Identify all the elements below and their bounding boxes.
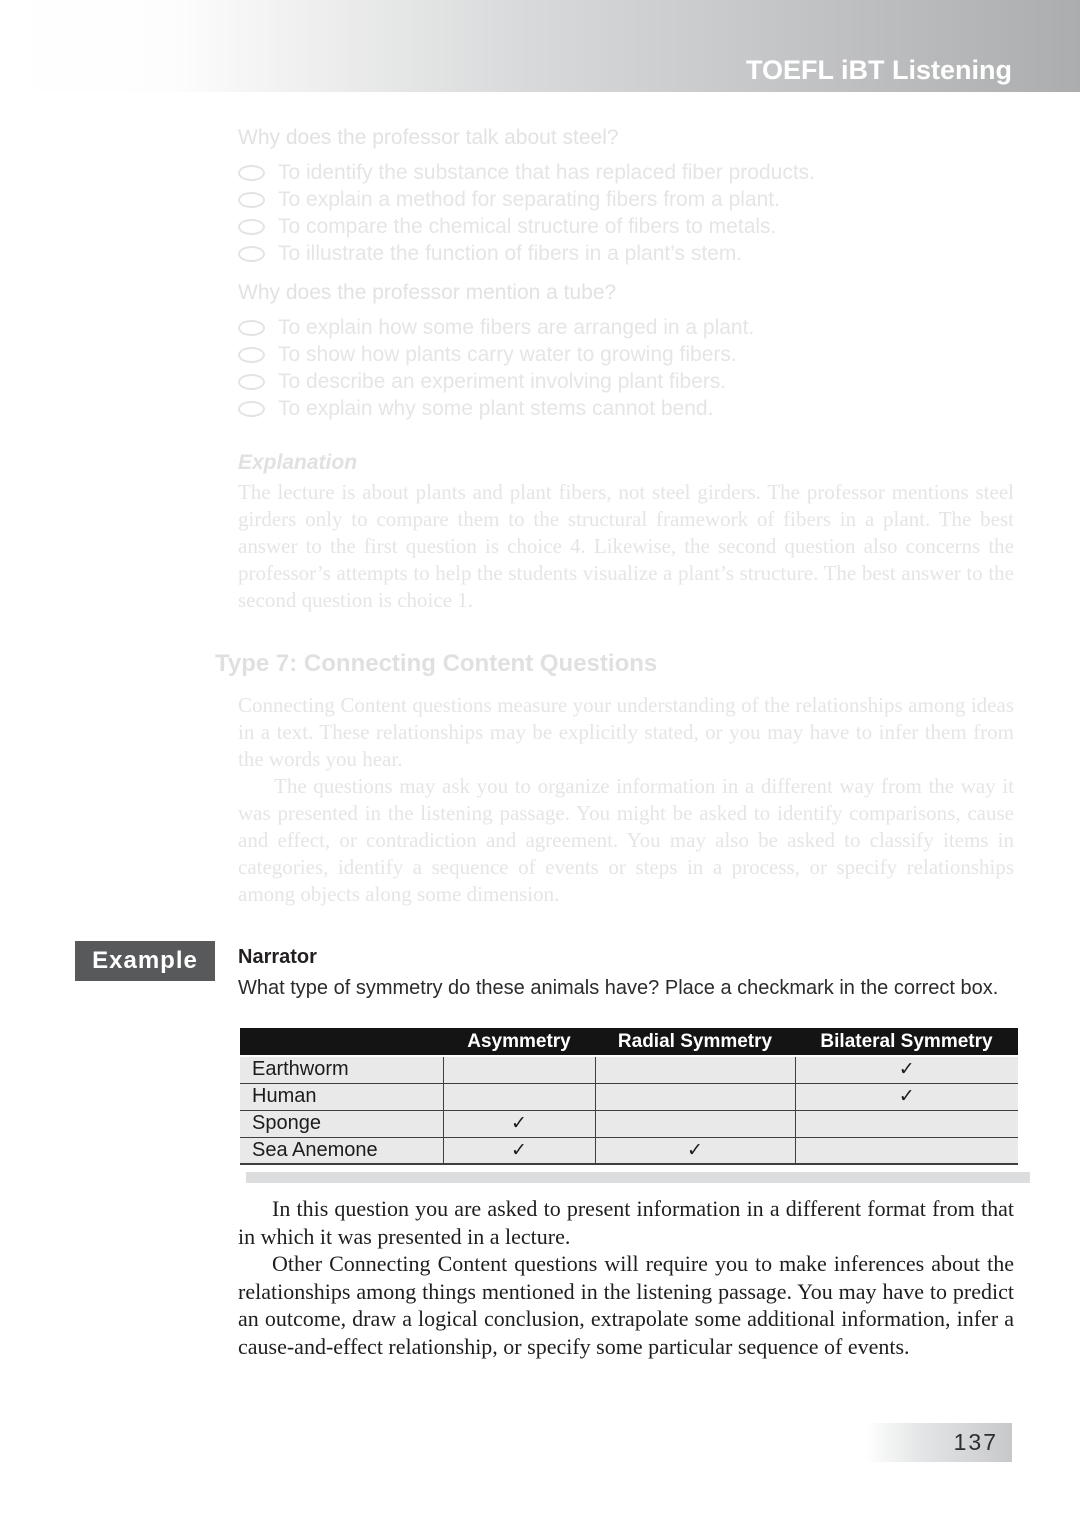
answer-option — [238, 159, 1020, 186]
empty-cell — [595, 1110, 795, 1137]
animal-label: Sea Anemone — [240, 1137, 443, 1164]
table-column-header — [240, 1028, 443, 1056]
symmetry-table-body — [240, 1056, 1018, 1164]
radio-oval-icon — [238, 347, 265, 363]
type7-paragraph-1: Connecting Content questions measure your understanding of the relationships among ideas in a text. These relationships may be explicitly stated, or you may have to infer them from the words you hear. — [238, 693, 1014, 771]
empty-cell — [443, 1083, 595, 1110]
animal-label: Human — [240, 1083, 443, 1110]
answer-option — [238, 341, 1020, 368]
question-text: Why does the professor talk about steel? — [238, 126, 619, 149]
answer-option-label: To identify the substance that has replaced fiber products. — [278, 160, 815, 184]
checkmark-icon: ✓ — [443, 1137, 595, 1164]
radio-oval-icon — [238, 320, 265, 336]
example-question: What type of symmetry do these animals have? Place a checkmark in the correct box. — [238, 977, 999, 999]
radio-oval-icon — [238, 374, 265, 390]
table-column-header: Asymmetry — [443, 1028, 595, 1056]
narrator-label: Narrator — [238, 946, 317, 968]
table-row — [240, 1056, 1018, 1083]
answer-option — [238, 213, 1020, 240]
animal-label: Sponge — [240, 1110, 443, 1137]
answer-option-label: To illustrate the function of fibers in a plant’s stem. — [278, 241, 743, 265]
explanation-paragraph: The lecture is about plants and plant fibers, not steel girders. The professor mentions steel girders only to compare them to the structural framework of fibers in a plant. The best answer to the first question is choice 4. Likewise, the second question also concerns the professor’s attempts to help the students visualize a plant’s structure. The best answer to the second question is choice 1. — [238, 480, 1014, 612]
answer-option — [238, 368, 1020, 395]
faded-question-2 — [238, 281, 1020, 422]
table-column-header: Radial Symmetry — [595, 1028, 795, 1056]
table-column-header: Bilateral Symmetry — [795, 1028, 1018, 1056]
answer-option-label: To compare the chemical structure of fibers to metals. — [278, 214, 777, 238]
animal-label: Earthworm — [240, 1056, 443, 1083]
example-badge: Example — [75, 941, 215, 981]
empty-cell — [443, 1056, 595, 1083]
page-number: 137 — [865, 1423, 1012, 1462]
answer-option-label: To show how plants carry water to growing fibers. — [278, 342, 737, 366]
answer-option — [238, 395, 1020, 422]
body-paragraph-1: In this question you are asked to present information in a different format from that in which it was presented in a lecture. — [238, 1196, 1014, 1249]
table-row — [240, 1083, 1018, 1110]
empty-cell — [595, 1083, 795, 1110]
page-header-bar — [0, 0, 1080, 92]
answer-option — [238, 240, 1020, 267]
question-text: Why does the professor mention a tube? — [238, 281, 617, 304]
table-shadow — [246, 1172, 1030, 1183]
symmetry-table-header — [240, 1028, 1018, 1056]
answer-option — [238, 314, 1020, 341]
type7-section-heading: Type 7: Connecting Content Questions — [215, 650, 658, 677]
checkmark-icon: ✓ — [443, 1110, 595, 1137]
answer-options — [238, 314, 1020, 422]
radio-oval-icon — [238, 246, 265, 262]
checkmark-icon: ✓ — [795, 1056, 1018, 1083]
answer-option-label: To describe an experiment involving plant fibers. — [278, 369, 727, 393]
header-title: TOEFL iBT Listening — [745, 55, 1012, 85]
table-row — [240, 1137, 1018, 1164]
body-paragraph-2: Other Connecting Content questions will require you to make inferences about the relationships among things mentioned in the listening passage. You may have to predict an outcome, draw a logical conclusion, extrapolate some additional information, infer a cause-and-effect relationship, or specify some particular sequence of events. — [238, 1251, 1014, 1359]
checkmark-icon: ✓ — [795, 1083, 1018, 1110]
checkmark-icon: ✓ — [595, 1137, 795, 1164]
radio-oval-icon — [238, 165, 265, 181]
radio-oval-icon — [238, 192, 265, 208]
symmetry-table — [240, 1028, 1018, 1165]
answer-option-label: To explain how some fibers are arranged in a plant. — [278, 315, 755, 339]
answer-option-label: To explain a method for separating fibers from a plant. — [278, 187, 780, 211]
answer-option-label: To explain why some plant stems cannot bend. — [278, 396, 714, 420]
radio-oval-icon — [238, 219, 265, 235]
empty-cell — [795, 1137, 1018, 1164]
type7-paragraph-2: The questions may ask you to organize information in a different way from the way it was presented in the listening passage. You might be asked to identify comparisons, cause and effect, or contradiction and agreement. You may also be asked to classify items in categories, identify a sequence of events or steps in a process, or specify relationships among objects along some dimension. — [238, 774, 1014, 906]
empty-cell — [795, 1110, 1018, 1137]
explanation-heading: Explanation — [238, 451, 358, 474]
empty-cell — [595, 1056, 795, 1083]
radio-oval-icon — [238, 401, 265, 417]
faded-question-1 — [238, 126, 1020, 267]
answer-options — [238, 159, 1020, 267]
answer-option — [238, 186, 1020, 213]
table-row — [240, 1110, 1018, 1137]
